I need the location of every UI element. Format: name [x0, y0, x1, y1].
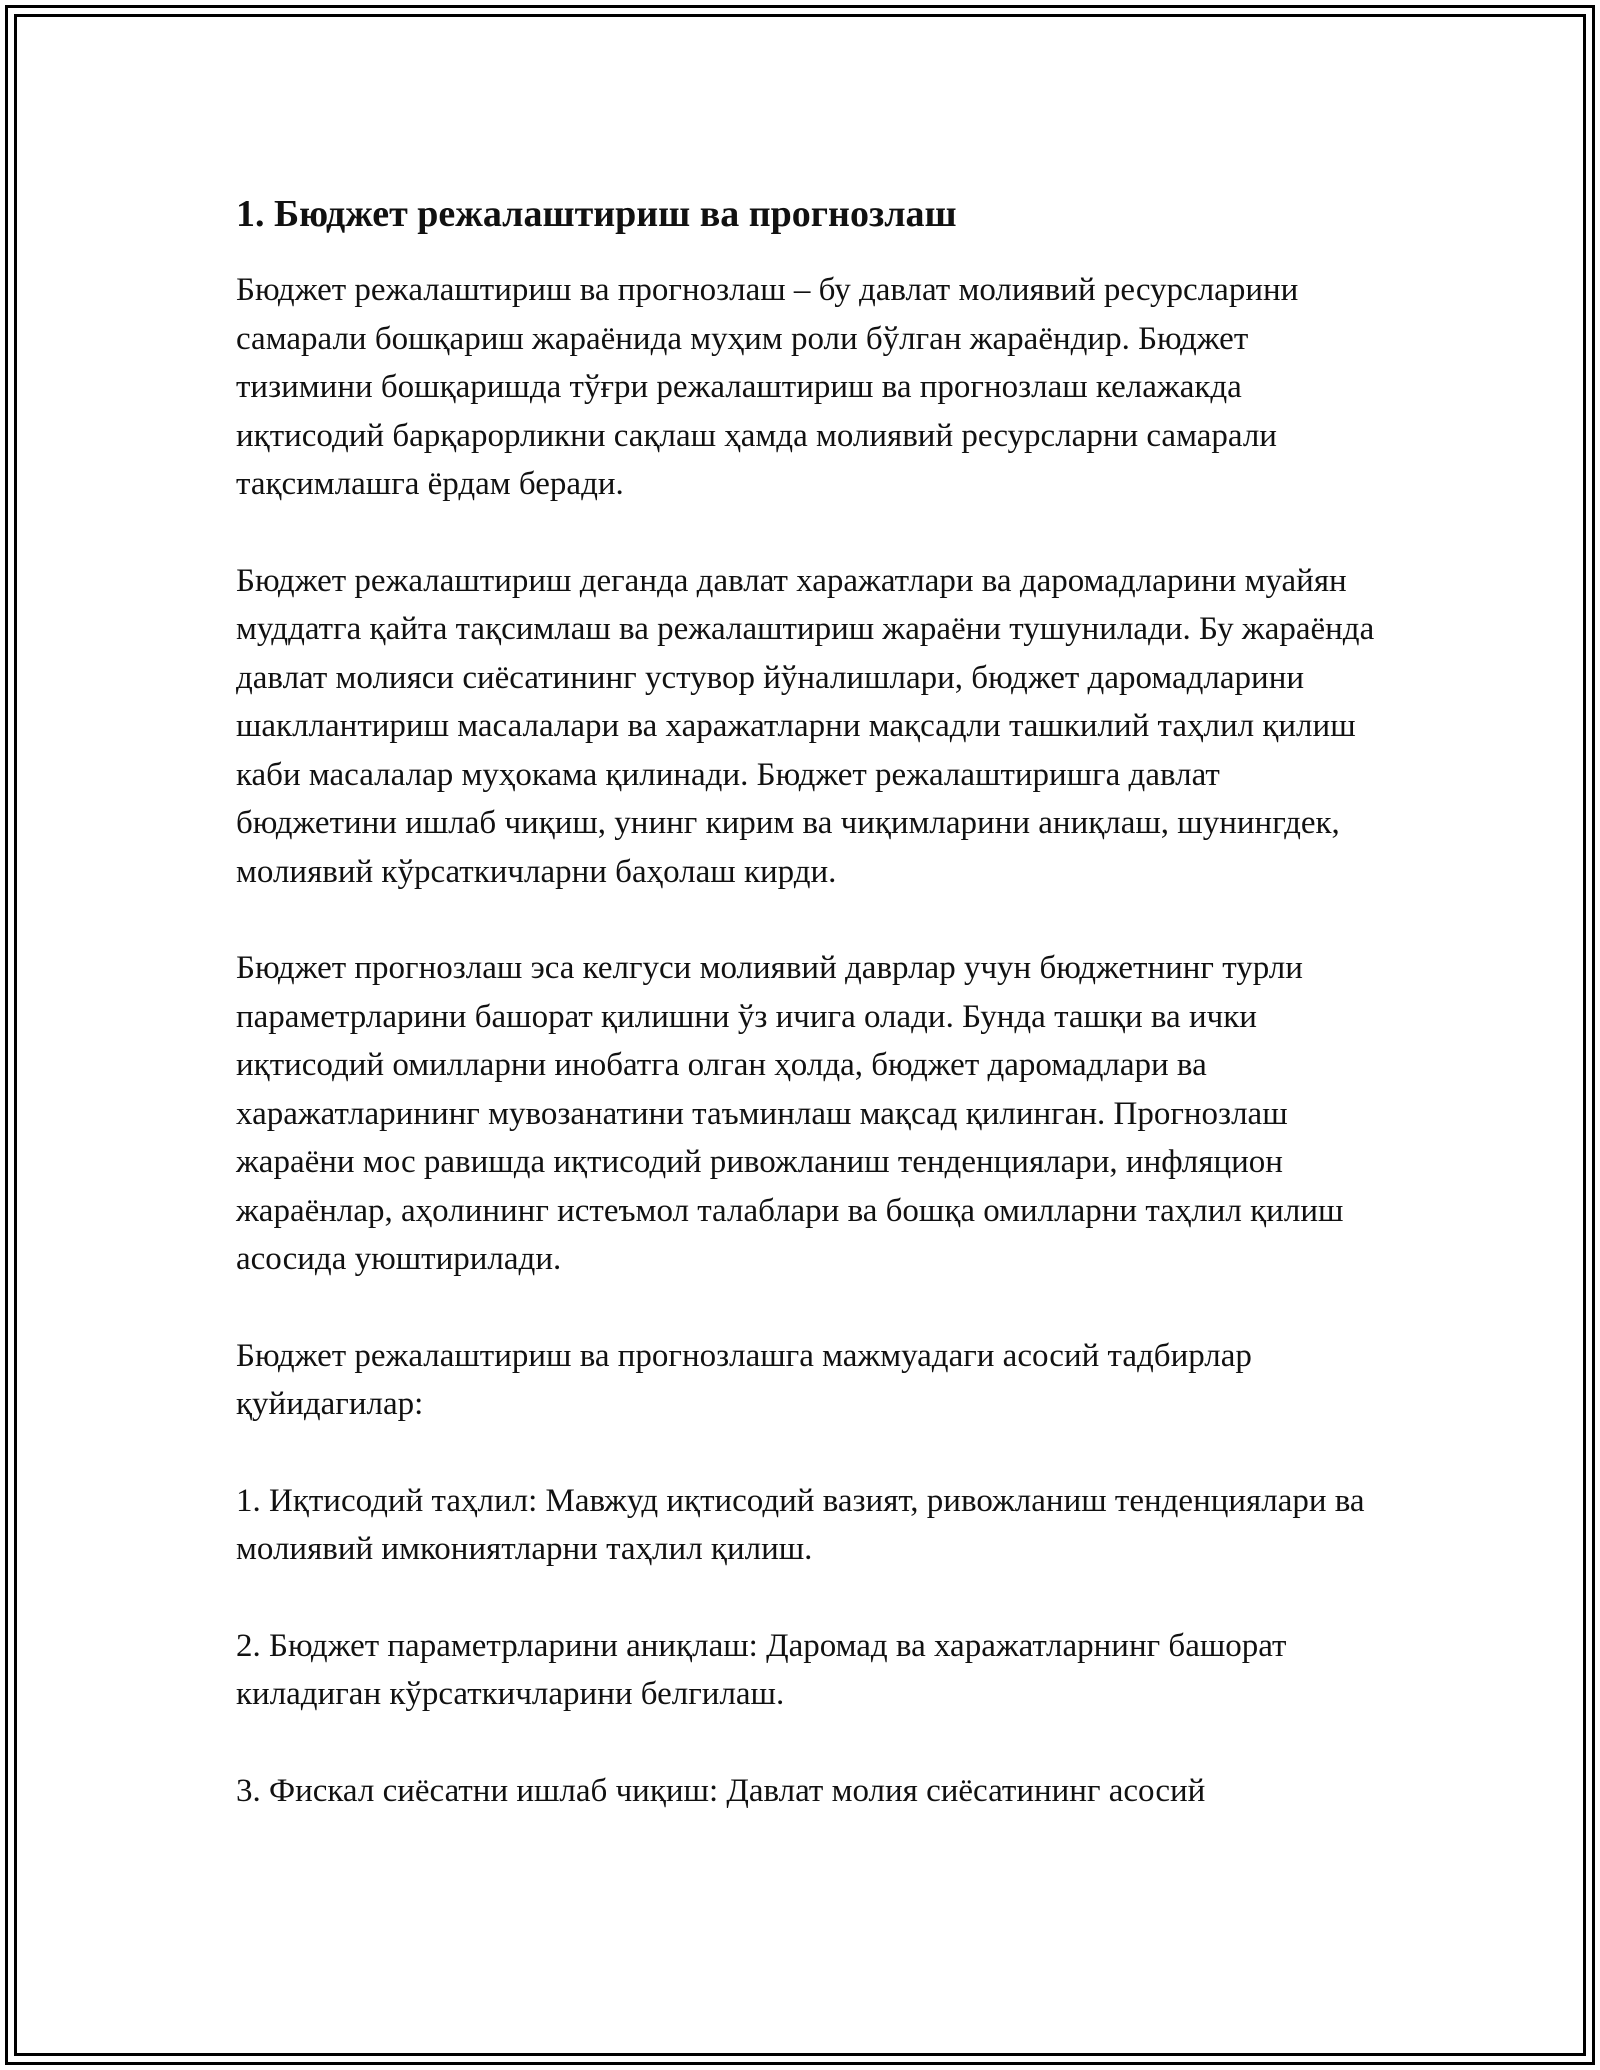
list-item-budget-parameters: 2. Бюджет параметрларини аниқлаш: Даромад ва харажатларнинг башорат киладиган кўрсаткичларини белгилаш. — [236, 1627, 1287, 1712]
list-item-fiscal-policy: 3. Фискал сиёсатни ишлаб чиқиш: Давлат молия сиёсатининг асосий — [236, 1772, 1206, 1809]
section-heading: 1. Бюджет режалаштириш ва прогнозлаш — [236, 193, 957, 235]
list-item-economic-analysis: 1. Иқтисодий таҳлил: Мавжуд иқтисодий вазият, ривожланиш тенденциялари ва молиявий имкониятларни таҳлил қилиш. — [236, 1482, 1365, 1567]
paragraph-measures-intro: Бюджет режалаштириш ва прогнозлашга мажмуадаги асосий тадбирлар қуйидагилар: — [236, 1337, 1252, 1422]
paragraph-intro: Бюджет режалаштириш ва прогнозлаш – бу давлат молиявий ресурсларини самарали бошқариш жараёнида муҳим роли бўлган жараёндир. Бюджет тизимини бошқаришда тўғри режалаштириш ва прогнозлаш келажакда иқтисодий барқарорликни сақлаш ҳамда молиявий ресурсларни самарали тақсимлашга ёрдам беради. — [236, 272, 1299, 502]
document-body — [236, 186, 1386, 1863]
paragraph-forecasting: Бюджет прогнозлаш эса келгуси молиявий даврлар учун бюджетнинг турли параметрларини башорат қилишни ўз ичига олади. Бунда ташқи ва ички иқтисодий омилларни инобатга олган ҳолда, бюджет даромадлари ва харажатларининг мувозанатини таъминлаш мақсад қилинган. Прогнозлаш жараёни мос равишда иқтисодий ривожланиш тенденциялари, инфляцион жараёнлар, аҳолининг истеъмол талаблари ва бошқа омилларни таҳлил қилиш асосида уюштирилади. — [236, 950, 1344, 1277]
paragraph-planning: Бюджет режалаштириш деганда давлат харажатлари ва даромадларини муайян муддатга қайта тақсимлаш ва режалаштириш жараёни тушунилади. Бу жараёнда давлат молияси сиёсатининг устувор йўналишлари, бюджет даромадларини шакллантириш масалалари ва харажатларни мақсадли ташкилий таҳлил қилиш каби масалалар муҳокама қилинади. Бюджет режалаштиришга давлат бюджетини ишлаб чиқиш, унинг кирим ва чиқимларини аниқлаш, шунингдек, молиявий кўрсаткичларни баҳолаш кирди. — [236, 562, 1375, 890]
